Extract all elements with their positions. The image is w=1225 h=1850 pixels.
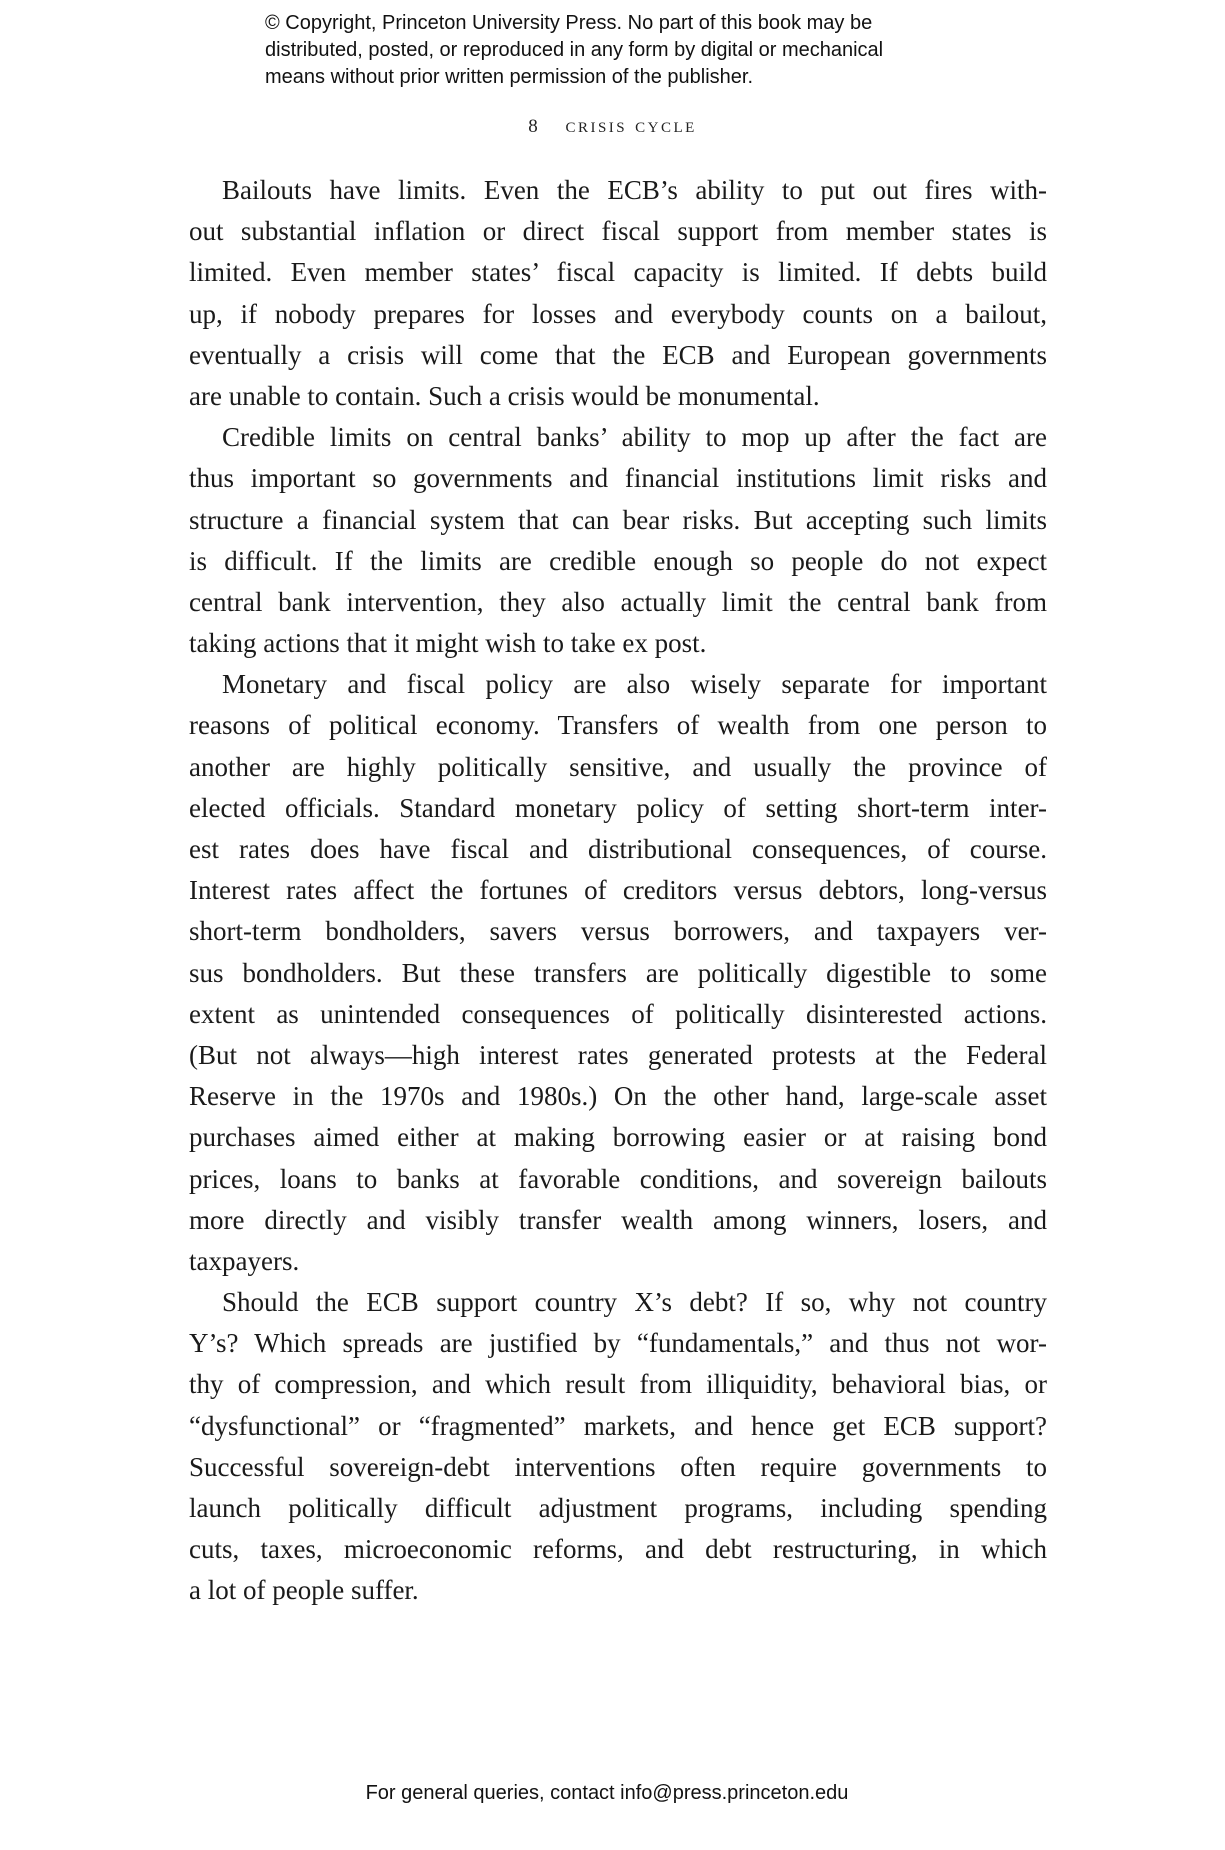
- text-line: (But not always—high interest rates generated protests at the Federal: [189, 1039, 1047, 1070]
- text-line: structure a financial system that can bear risks. But accepting such limits: [189, 504, 1047, 535]
- paragraph: [189, 664, 1047, 1282]
- text-line: a lot of people suffer.: [189, 1575, 419, 1606]
- text-line: more directly and visibly transfer wealth among winners, losers, and: [189, 1204, 1047, 1235]
- text-line: taxpayers.: [189, 1245, 300, 1276]
- text-line: out substantial inflation or direct fiscal support from member states is: [189, 216, 1047, 247]
- text-line: limited. Even member states’ fiscal capacity is limited. If debts build: [189, 257, 1047, 288]
- text-line: another are highly politically sensitive, and usually the province of: [189, 751, 1047, 782]
- copyright-line: © Copyright, Princeton University Press. No part of this book may be: [265, 12, 873, 34]
- text-line: Successful sovereign-debt interventions often require governments to: [189, 1451, 1047, 1482]
- text-line: cuts, taxes, microeconomic reforms, and debt restructuring, in which: [189, 1534, 1047, 1565]
- text-line: extent as unintended consequences of politically disinterested actions.: [189, 998, 1047, 1029]
- text-line: Y’s? Which spreads are justified by “fundamentals,” and thus not wor-: [189, 1328, 1047, 1359]
- paragraph: [189, 417, 1047, 664]
- text-line: “dysfunctional” or “fragmented” markets, and hence get ECB support?: [189, 1410, 1047, 1441]
- text-line: Bailouts have limits. Even the ECB’s ability to put out fires with-: [222, 175, 1047, 205]
- copyright-notice: [265, 10, 1025, 91]
- page-number: 8: [528, 116, 541, 137]
- text-line: up, if nobody prepares for losses and everybody counts on a bailout,: [189, 298, 1047, 329]
- text-line: Should the ECB support country X’s debt? If so, why not country: [222, 1287, 1047, 1318]
- text-line: eventually a crisis will come that the ECB and European governments: [189, 339, 1047, 370]
- text-line: thus important so governments and financial institutions limit risks and: [189, 463, 1047, 494]
- footer-contact: For general queries, contact info@press.princeton.edu: [365, 1782, 849, 1804]
- copyright-line: distributed, posted, or reproduced in any form by digital or mechanical: [265, 39, 884, 61]
- text-line: est rates does have fiscal and distributional consequences, of course.: [189, 834, 1047, 864]
- paragraph: [189, 1282, 1047, 1612]
- text-line: Interest rates affect the fortunes of creditors versus debtors, long-versus: [189, 875, 1047, 906]
- text-line: Monetary and fiscal policy are also wisely separate for important: [222, 669, 1047, 700]
- text-line: Reserve in the 1970s and 1980s.) On the other hand, large-scale asset: [189, 1081, 1047, 1112]
- text-line: reasons of political economy. Transfers of wealth from one person to: [189, 710, 1047, 741]
- text-line: sus bondholders. But these transfers are politically digestible to some: [189, 957, 1047, 988]
- text-line: launch politically difficult adjustment programs, including spending: [189, 1493, 1047, 1523]
- text-line: elected officials. Standard monetary policy of setting short-term inter-: [189, 792, 1047, 823]
- copyright-line: means without prior written permission of the publisher.: [265, 66, 754, 88]
- running-head: [0, 112, 1225, 138]
- text-line: central bank intervention, they also actually limit the central bank from: [189, 586, 1047, 617]
- text-line: are unable to contain. Such a crisis would be monumental.: [189, 380, 820, 411]
- text-line: short-term bondholders, savers versus borrowers, and taxpayers ver-: [189, 916, 1047, 947]
- text-line: thy of compression, and which result from illiquidity, behavioral bias, or: [189, 1369, 1047, 1400]
- text-line: taking actions that it might wish to take ex post.: [189, 628, 707, 659]
- chapter-title: crisis cycle: [565, 112, 697, 137]
- body-text: [189, 170, 1047, 1612]
- paragraph: [189, 170, 1047, 417]
- text-line: prices, loans to banks at favorable conditions, and sovereign bailouts: [189, 1163, 1047, 1194]
- text-line: is difficult. If the limits are credible enough so people do not expect: [189, 545, 1047, 576]
- text-line: purchases aimed either at making borrowing easier or at raising bond: [189, 1122, 1047, 1153]
- text-line: Credible limits on central banks’ ability to mop up after the fact are: [222, 422, 1047, 453]
